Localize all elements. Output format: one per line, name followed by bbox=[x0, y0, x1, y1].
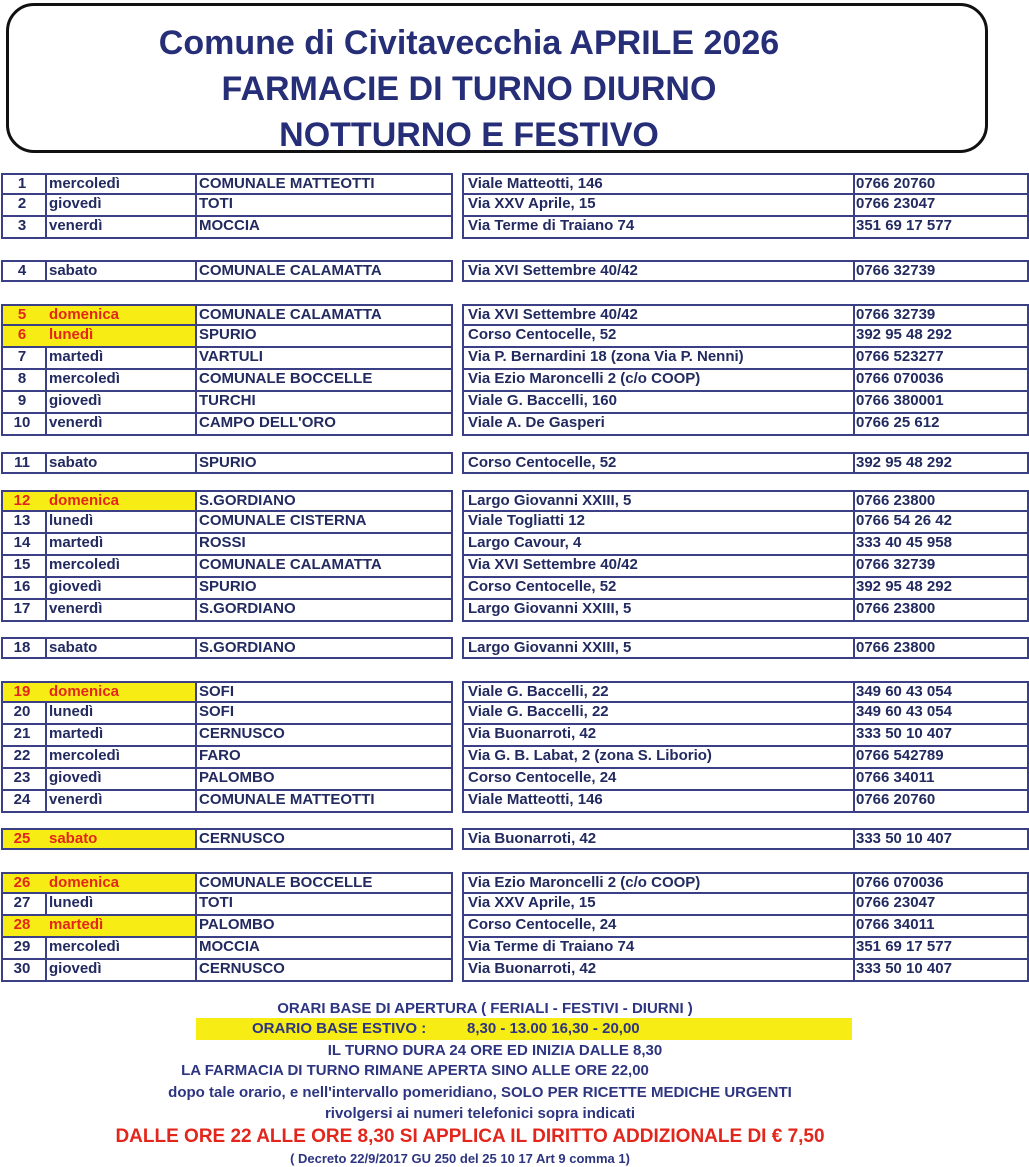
pharmacy-phone: 0766 380001 bbox=[853, 392, 1029, 414]
weekday: sabato bbox=[45, 828, 197, 850]
surcharge-note: DALLE ORE 22 ALLE ORE 8,30 SI APPLICA IL DIRITTO ADDIZIONALE DI € 7,50 bbox=[115, 1126, 825, 1147]
pharmacy-address: Viale G. Baccelli, 160 bbox=[462, 392, 855, 414]
pharmacy-address: Viale G. Baccelli, 22 bbox=[462, 681, 855, 703]
pharmacy-name: SOFI bbox=[195, 703, 453, 725]
day-number: 2 bbox=[1, 195, 47, 217]
pharmacy-address: Via Ezio Maroncelli 2 (c/o COOP) bbox=[462, 370, 855, 392]
day-number: 7 bbox=[1, 348, 47, 370]
pharmacy-address: Viale G. Baccelli, 22 bbox=[462, 703, 855, 725]
pharmacy-address: Via G. B. Labat, 2 (zona S. Liborio) bbox=[462, 747, 855, 769]
pharmacy-name: SOFI bbox=[195, 681, 453, 703]
table-row bbox=[1, 747, 1029, 769]
title-line-1: Comune di Civitavecchia APRILE 2026 bbox=[158, 24, 780, 62]
table-row bbox=[1, 512, 1029, 534]
pharmacy-address: Viale Matteotti, 146 bbox=[462, 173, 855, 195]
day-number: 26 bbox=[1, 872, 47, 894]
pharmacy-address: Via Buonarroti, 42 bbox=[462, 828, 855, 850]
pharmacy-address: Via P. Bernardini 18 (zona Via P. Nenni) bbox=[462, 348, 855, 370]
weekday: martedì bbox=[45, 348, 197, 370]
opening-hours-heading: ORARI BASE DI APERTURA ( FERIALI - FESTIVI - DIURNI ) bbox=[277, 1000, 693, 1017]
day-number: 9 bbox=[1, 392, 47, 414]
pharmacy-address: Corso Centocelle, 52 bbox=[462, 326, 855, 348]
table-row bbox=[1, 725, 1029, 747]
table-row bbox=[1, 637, 1029, 659]
pharmacy-name: COMUNALE CALAMATTA bbox=[195, 260, 453, 282]
pharmacy-phone: 0766 23047 bbox=[853, 195, 1029, 217]
day-number: 13 bbox=[1, 512, 47, 534]
schedule-group bbox=[1, 304, 1029, 436]
table-row bbox=[1, 894, 1029, 916]
day-number: 11 bbox=[1, 452, 47, 474]
pharmacy-address: Largo Giovanni XXIII, 5 bbox=[462, 637, 855, 659]
pharmacy-address: Viale Matteotti, 146 bbox=[462, 791, 855, 813]
pharmacy-name: CERNUSCO bbox=[195, 725, 453, 747]
table-row bbox=[1, 916, 1029, 938]
pharmacy-phone: 0766 32739 bbox=[853, 304, 1029, 326]
pharmacy-address: Viale Togliatti 12 bbox=[462, 512, 855, 534]
table-row bbox=[1, 326, 1029, 348]
table-row bbox=[1, 960, 1029, 982]
pharmacy-phone: 333 40 45 958 bbox=[853, 534, 1029, 556]
table-row bbox=[1, 828, 1029, 850]
pharmacy-phone: 392 95 48 292 bbox=[853, 452, 1029, 474]
day-number: 1 bbox=[1, 173, 47, 195]
schedule-group bbox=[1, 452, 1029, 474]
table-row bbox=[1, 938, 1029, 960]
schedule-group bbox=[1, 872, 1029, 982]
title-line-2: FARMACIE DI TURNO DIURNO bbox=[221, 70, 717, 108]
pharmacy-phone: 0766 523277 bbox=[853, 348, 1029, 370]
weekday: giovedì bbox=[45, 195, 197, 217]
pharmacy-phone: 392 95 48 292 bbox=[853, 326, 1029, 348]
pharmacy-address: Via XXV Aprile, 15 bbox=[462, 195, 855, 217]
pharmacy-name: COMUNALE CISTERNA bbox=[195, 512, 453, 534]
pharmacy-address: Corso Centocelle, 52 bbox=[462, 578, 855, 600]
pharmacy-phone: 0766 542789 bbox=[853, 747, 1029, 769]
table-row bbox=[1, 260, 1029, 282]
pharmacy-address: Via Ezio Maroncelli 2 (c/o COOP) bbox=[462, 872, 855, 894]
pharmacy-address: Via Terme di Traiano 74 bbox=[462, 217, 855, 239]
weekday: mercoledì bbox=[45, 747, 197, 769]
urgent-prescriptions-note: dopo tale orario, e nell'intervallo pomeridiano, SOLO PER RICETTE MEDICHE URGENTI bbox=[168, 1084, 792, 1101]
day-number: 30 bbox=[1, 960, 47, 982]
table-row bbox=[1, 217, 1029, 239]
table-row bbox=[1, 681, 1029, 703]
title-line-3: NOTTURNO E FESTIVO bbox=[279, 116, 659, 154]
pharmacy-phone: 0766 070036 bbox=[853, 872, 1029, 894]
pharmacy-phone: 0766 20760 bbox=[853, 173, 1029, 195]
pharmacy-name: COMUNALE MATTEOTTI bbox=[195, 173, 453, 195]
weekday: lunedì bbox=[45, 512, 197, 534]
pharmacy-address: Via Terme di Traiano 74 bbox=[462, 938, 855, 960]
day-number: 24 bbox=[1, 791, 47, 813]
table-row bbox=[1, 600, 1029, 622]
table-row bbox=[1, 703, 1029, 725]
weekday: venerdì bbox=[45, 791, 197, 813]
weekday: mercoledì bbox=[45, 556, 197, 578]
table-row bbox=[1, 173, 1029, 195]
pharmacy-address: Via Buonarroti, 42 bbox=[462, 725, 855, 747]
pharmacy-name: CERNUSCO bbox=[195, 828, 453, 850]
pharmacy-address: Largo Giovanni XXIII, 5 bbox=[462, 490, 855, 512]
pharmacy-name: ROSSI bbox=[195, 534, 453, 556]
schedule-group bbox=[1, 260, 1029, 282]
weekday: giovedì bbox=[45, 578, 197, 600]
day-number: 18 bbox=[1, 637, 47, 659]
day-number: 14 bbox=[1, 534, 47, 556]
table-row bbox=[1, 452, 1029, 474]
pharmacy-phone: 333 50 10 407 bbox=[853, 725, 1029, 747]
pharmacy-name: FARO bbox=[195, 747, 453, 769]
table-row bbox=[1, 195, 1029, 217]
weekday: mercoledì bbox=[45, 938, 197, 960]
shift-duration-note: IL TURNO DURA 24 ORE ED INIZIA DALLE 8,30 bbox=[327, 1042, 663, 1059]
weekday: martedì bbox=[45, 916, 197, 938]
table-row bbox=[1, 348, 1029, 370]
pharmacy-name: SPURIO bbox=[195, 326, 453, 348]
weekday: venerdì bbox=[45, 414, 197, 436]
pharmacy-phone: 0766 070036 bbox=[853, 370, 1029, 392]
day-number: 29 bbox=[1, 938, 47, 960]
table-row bbox=[1, 578, 1029, 600]
pharmacy-phone: 351 69 17 577 bbox=[853, 938, 1029, 960]
pharmacy-phone: 0766 34011 bbox=[853, 769, 1029, 791]
pharmacy-address: Corso Centocelle, 24 bbox=[462, 769, 855, 791]
pharmacy-name: SPURIO bbox=[195, 578, 453, 600]
pharmacy-name: CAMPO DELL'ORO bbox=[195, 414, 453, 436]
pharmacy-phone: 333 50 10 407 bbox=[853, 960, 1029, 982]
pharmacy-name: TOTI bbox=[195, 894, 453, 916]
weekday: sabato bbox=[45, 637, 197, 659]
table-row bbox=[1, 534, 1029, 556]
schedule-group bbox=[1, 828, 1029, 850]
pharmacy-address: Viale A. De Gasperi bbox=[462, 414, 855, 436]
weekday: lunedì bbox=[45, 894, 197, 916]
table-row bbox=[1, 769, 1029, 791]
pharmacy-address: Corso Centocelle, 52 bbox=[462, 452, 855, 474]
day-number: 22 bbox=[1, 747, 47, 769]
day-number: 8 bbox=[1, 370, 47, 392]
pharmacy-phone: 0766 32739 bbox=[853, 556, 1029, 578]
pharmacy-address: Via XXV Aprile, 15 bbox=[462, 894, 855, 916]
weekday: lunedì bbox=[45, 703, 197, 725]
table-row bbox=[1, 370, 1029, 392]
pharmacy-address: Largo Giovanni XXIII, 5 bbox=[462, 600, 855, 622]
contact-note: rivolgersi ai numeri telefonici sopra indicati bbox=[324, 1105, 636, 1122]
day-number: 28 bbox=[1, 916, 47, 938]
weekday: giovedì bbox=[45, 960, 197, 982]
pharmacy-phone: 0766 23800 bbox=[853, 490, 1029, 512]
weekday: domenica bbox=[45, 490, 197, 512]
weekday: martedì bbox=[45, 725, 197, 747]
pharmacy-address: Via XVI Settembre 40/42 bbox=[462, 556, 855, 578]
summer-hours-value: 8,30 - 13.00 16,30 - 20,00 bbox=[467, 1020, 640, 1037]
weekday: martedì bbox=[45, 534, 197, 556]
schedule-group bbox=[1, 490, 1029, 622]
pharmacy-phone: 0766 34011 bbox=[853, 916, 1029, 938]
weekday: mercoledì bbox=[45, 173, 197, 195]
day-number: 15 bbox=[1, 556, 47, 578]
table-row bbox=[1, 490, 1029, 512]
day-number: 6 bbox=[1, 326, 47, 348]
pharmacy-address: Via XVI Settembre 40/42 bbox=[462, 304, 855, 326]
day-number: 12 bbox=[1, 490, 47, 512]
table-row bbox=[1, 414, 1029, 436]
decree-note: ( Decreto 22/9/2017 GU 250 del 25 10 17 Art 9 comma 1) bbox=[290, 1151, 630, 1166]
schedule-group bbox=[1, 681, 1029, 813]
schedule-group bbox=[1, 637, 1029, 659]
pharmacy-phone: 0766 23047 bbox=[853, 894, 1029, 916]
pharmacy-phone: 0766 23800 bbox=[853, 637, 1029, 659]
pharmacy-phone: 333 50 10 407 bbox=[853, 828, 1029, 850]
day-number: 5 bbox=[1, 304, 47, 326]
pharmacy-name: COMUNALE CALAMATTA bbox=[195, 304, 453, 326]
day-number: 4 bbox=[1, 260, 47, 282]
day-number: 10 bbox=[1, 414, 47, 436]
day-number: 3 bbox=[1, 217, 47, 239]
weekday: venerdì bbox=[45, 600, 197, 622]
pharmacy-phone: 0766 25 612 bbox=[853, 414, 1029, 436]
table-row bbox=[1, 791, 1029, 813]
pharmacy-phone: 351 69 17 577 bbox=[853, 217, 1029, 239]
day-number: 16 bbox=[1, 578, 47, 600]
pharmacy-name: TOTI bbox=[195, 195, 453, 217]
table-row bbox=[1, 872, 1029, 894]
pharmacy-address: Largo Cavour, 4 bbox=[462, 534, 855, 556]
pharmacy-name: MOCCIA bbox=[195, 938, 453, 960]
day-number: 21 bbox=[1, 725, 47, 747]
pharmacy-phone: 0766 32739 bbox=[853, 260, 1029, 282]
day-number: 19 bbox=[1, 681, 47, 703]
weekday: giovedì bbox=[45, 392, 197, 414]
weekday: lunedì bbox=[45, 326, 197, 348]
pharmacy-phone: 349 60 43 054 bbox=[853, 681, 1029, 703]
weekday: domenica bbox=[45, 304, 197, 326]
pharmacy-phone: 0766 20760 bbox=[853, 791, 1029, 813]
pharmacy-name: CERNUSCO bbox=[195, 960, 453, 982]
day-number: 27 bbox=[1, 894, 47, 916]
day-number: 17 bbox=[1, 600, 47, 622]
day-number: 20 bbox=[1, 703, 47, 725]
weekday: sabato bbox=[45, 260, 197, 282]
weekday: mercoledì bbox=[45, 370, 197, 392]
pharmacy-name: PALOMBO bbox=[195, 916, 453, 938]
pharmacy-name: PALOMBO bbox=[195, 769, 453, 791]
schedule-group bbox=[1, 173, 1029, 239]
pharmacy-name: COMUNALE MATTEOTTI bbox=[195, 791, 453, 813]
pharmacy-name: S.GORDIANO bbox=[195, 600, 453, 622]
day-number: 23 bbox=[1, 769, 47, 791]
table-row bbox=[1, 392, 1029, 414]
pharmacy-name: TURCHI bbox=[195, 392, 453, 414]
pharmacy-name: COMUNALE BOCCELLE bbox=[195, 872, 453, 894]
pharmacy-phone: 392 95 48 292 bbox=[853, 578, 1029, 600]
summer-hours-label: ORARIO BASE ESTIVO : bbox=[252, 1020, 427, 1037]
weekday: venerdì bbox=[45, 217, 197, 239]
pharmacy-phone: 0766 23800 bbox=[853, 600, 1029, 622]
open-until-note: LA FARMACIA DI TURNO RIMANE APERTA SINO ALLE ORE 22,00 bbox=[181, 1062, 649, 1079]
header-box bbox=[6, 3, 988, 153]
table-row bbox=[1, 556, 1029, 578]
pharmacy-address: Via XVI Settembre 40/42 bbox=[462, 260, 855, 282]
pharmacy-name: COMUNALE CALAMATTA bbox=[195, 556, 453, 578]
pharmacy-name: COMUNALE BOCCELLE bbox=[195, 370, 453, 392]
weekday: sabato bbox=[45, 452, 197, 474]
day-number: 25 bbox=[1, 828, 47, 850]
pharmacy-phone: 349 60 43 054 bbox=[853, 703, 1029, 725]
pharmacy-name: MOCCIA bbox=[195, 217, 453, 239]
table-row bbox=[1, 304, 1029, 326]
weekday: domenica bbox=[45, 681, 197, 703]
pharmacy-name: S.GORDIANO bbox=[195, 490, 453, 512]
pharmacy-name: VARTULI bbox=[195, 348, 453, 370]
pharmacy-address: Via Buonarroti, 42 bbox=[462, 960, 855, 982]
weekday: domenica bbox=[45, 872, 197, 894]
pharmacy-name: SPURIO bbox=[195, 452, 453, 474]
weekday: giovedì bbox=[45, 769, 197, 791]
pharmacy-address: Corso Centocelle, 24 bbox=[462, 916, 855, 938]
pharmacy-name: S.GORDIANO bbox=[195, 637, 453, 659]
pharmacy-phone: 0766 54 26 42 bbox=[853, 512, 1029, 534]
